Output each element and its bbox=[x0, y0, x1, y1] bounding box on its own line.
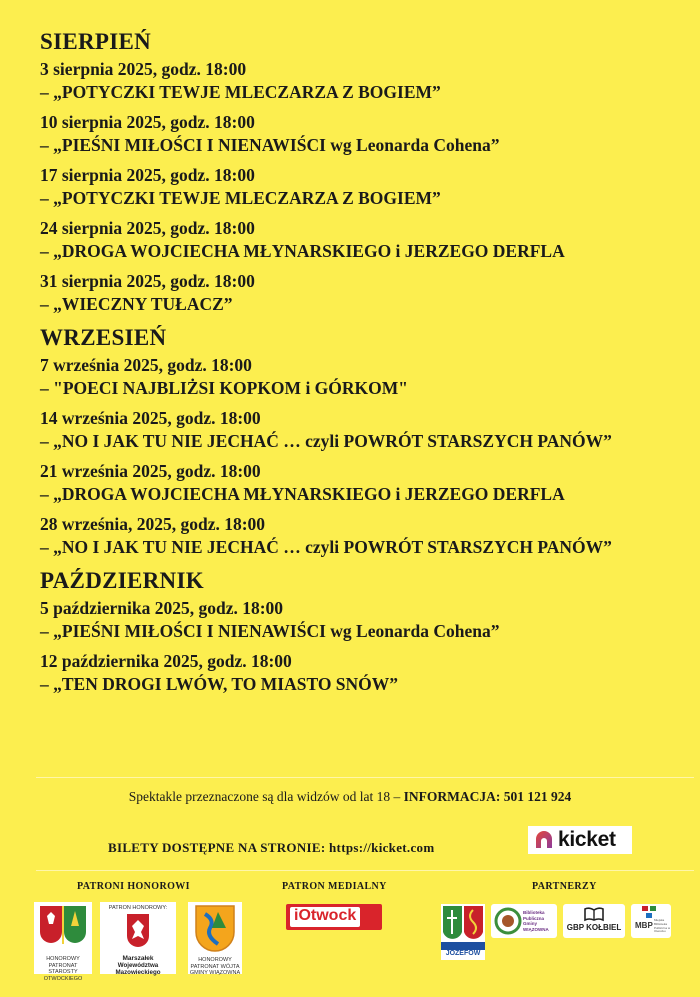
tickets-url[interactable]: https://kicket.com bbox=[329, 840, 435, 855]
gbp-kolbiel-logo bbox=[563, 904, 625, 938]
event-title: – „NO I JAK TU NIE JECHAĆ … czyli POWRÓT STARSZYCH PANÓW” bbox=[40, 537, 612, 557]
biblioteka-wiazowna-logo bbox=[491, 904, 557, 938]
mbp-otwock-logo bbox=[631, 904, 671, 938]
jozefow-logo bbox=[441, 904, 485, 960]
kicket-mark-icon bbox=[534, 830, 554, 850]
patroni-honorowi-title: PATRONI HONOROWI bbox=[77, 881, 190, 892]
iotwock-wordmark: iOtwock bbox=[294, 907, 357, 924]
event-item bbox=[40, 354, 680, 400]
event-item bbox=[40, 460, 680, 506]
info-line bbox=[0, 789, 700, 805]
event-title: – „TEN DROGI LWÓW, TO MIASTO SNÓW” bbox=[40, 674, 399, 694]
kicket-logo[interactable] bbox=[528, 826, 632, 854]
event-item bbox=[40, 597, 680, 643]
marszalek-caption-1: Marszałek bbox=[122, 955, 154, 962]
info-text: Spektakle przeznaczone są dla widzów od lat 18 – bbox=[128, 789, 404, 804]
event-item bbox=[40, 650, 680, 696]
event-item bbox=[40, 217, 680, 263]
event-date: 5 października 2025, godz. 18:00 bbox=[40, 598, 284, 618]
month-section bbox=[40, 324, 680, 559]
program-list bbox=[40, 28, 680, 704]
month-section bbox=[40, 567, 680, 696]
month-heading: WRZESIEŃ bbox=[40, 325, 167, 350]
event-item bbox=[40, 270, 680, 316]
kicket-wordmark: kicket bbox=[558, 828, 616, 851]
mbp-mark-icon bbox=[642, 906, 656, 918]
event-title: – „POTYCZKI TEWJE MLECZARZA Z BOGIEM” bbox=[40, 188, 441, 208]
tickets-line bbox=[108, 840, 434, 856]
event-date: 21 września 2025, godz. 18:00 bbox=[40, 461, 261, 481]
event-title: – „POTYCZKI TEWJE MLECZARZA Z BOGIEM” bbox=[40, 82, 441, 102]
divider bbox=[36, 777, 694, 778]
event-date: 14 września 2025, godz. 18:00 bbox=[40, 408, 261, 428]
marszalek-logo bbox=[100, 902, 176, 974]
event-item bbox=[40, 58, 680, 104]
event-item bbox=[40, 164, 680, 210]
event-date: 24 sierpnia 2025, godz. 18:00 bbox=[40, 218, 255, 238]
wojt-caption: HONOROWY PATRONAT WÓJTA GMINY WIĄZOWNA bbox=[189, 957, 241, 976]
event-date: 7 września 2025, godz. 18:00 bbox=[40, 355, 252, 375]
divider bbox=[36, 870, 694, 871]
event-title: – „WIECZNY TUŁACZ” bbox=[40, 294, 233, 314]
event-title: – „PIEŚNI MIŁOŚCI I NIENAWIŚCI wg Leonarda Cohena” bbox=[40, 621, 500, 641]
partnerzy-title: PARTNERZY bbox=[532, 881, 597, 892]
event-date: 10 sierpnia 2025, godz. 18:00 bbox=[40, 112, 255, 132]
event-title: – „NO I JAK TU NIE JECHAĆ … czyli POWRÓT STARSZYCH PANÓW” bbox=[40, 431, 612, 451]
starosta-caption: HONOROWY PATRONAT STAROSTY OTWOCKIEGO bbox=[43, 956, 83, 982]
biblioteka-wiazowna-caption: Biblioteka Publiczna Gminy WIĄZOWNA bbox=[523, 910, 549, 932]
event-date: 12 października 2025, godz. 18:00 bbox=[40, 651, 292, 671]
event-title: – „PIEŚNI MIŁOŚCI I NIENAWIŚCI wg Leonarda Cohena” bbox=[40, 135, 500, 155]
month-section bbox=[40, 28, 680, 316]
event-title: – „DROGA WOJCIECHA MŁYNARSKIEGO i JERZEGO DERFLA bbox=[40, 484, 565, 504]
wojt-wiazowna-logo bbox=[188, 902, 242, 974]
event-item bbox=[40, 513, 680, 559]
tickets-label: BILETY DOSTĘPNE NA STRONIE: bbox=[108, 840, 330, 855]
mbp-label: MBP bbox=[635, 921, 653, 930]
marszalek-header: PATRON HONOROWY: bbox=[108, 905, 168, 911]
marszalek-caption-2: Województwa Mazowieckiego bbox=[115, 962, 161, 976]
starosta-otwocki-logo bbox=[34, 902, 92, 982]
month-heading: PAŹDZIERNIK bbox=[40, 568, 204, 593]
month-heading: SIERPIEŃ bbox=[40, 29, 152, 54]
event-title: – "POECI NAJBLIŻSI KOPKOM i GÓRKOM" bbox=[40, 378, 408, 398]
event-item bbox=[40, 407, 680, 453]
open-book-icon bbox=[584, 907, 604, 921]
eagle-shield-icon bbox=[100, 912, 176, 952]
jozefow-crest-icon bbox=[441, 904, 485, 950]
tree-ring-icon bbox=[493, 906, 523, 936]
event-date: 31 sierpnia 2025, godz. 18:00 bbox=[40, 271, 255, 291]
event-date: 28 września, 2025, godz. 18:00 bbox=[40, 514, 266, 534]
event-item bbox=[40, 111, 680, 157]
mbp-caption: Miejska Biblioteka Publiczna w Otwocku bbox=[654, 918, 671, 934]
gbp-kolbiel-caption: GBP KOŁBIEL bbox=[566, 923, 622, 932]
wiazowna-crest-icon bbox=[188, 902, 242, 954]
event-title: – „DROGA WOJCIECHA MŁYNARSKIEGO i JERZEGO DERFLA bbox=[40, 241, 565, 261]
jozefow-caption: JÓZEFÓW bbox=[445, 950, 481, 957]
event-date: 3 sierpnia 2025, godz. 18:00 bbox=[40, 59, 247, 79]
iotwock-logo bbox=[286, 904, 382, 930]
info-contact: INFORMACJA: 501 121 924 bbox=[403, 789, 572, 804]
coat-of-arms-icon bbox=[34, 902, 92, 954]
event-date: 17 sierpnia 2025, godz. 18:00 bbox=[40, 165, 255, 185]
patron-medialny-title: PATRON MEDIALNY bbox=[282, 881, 387, 892]
